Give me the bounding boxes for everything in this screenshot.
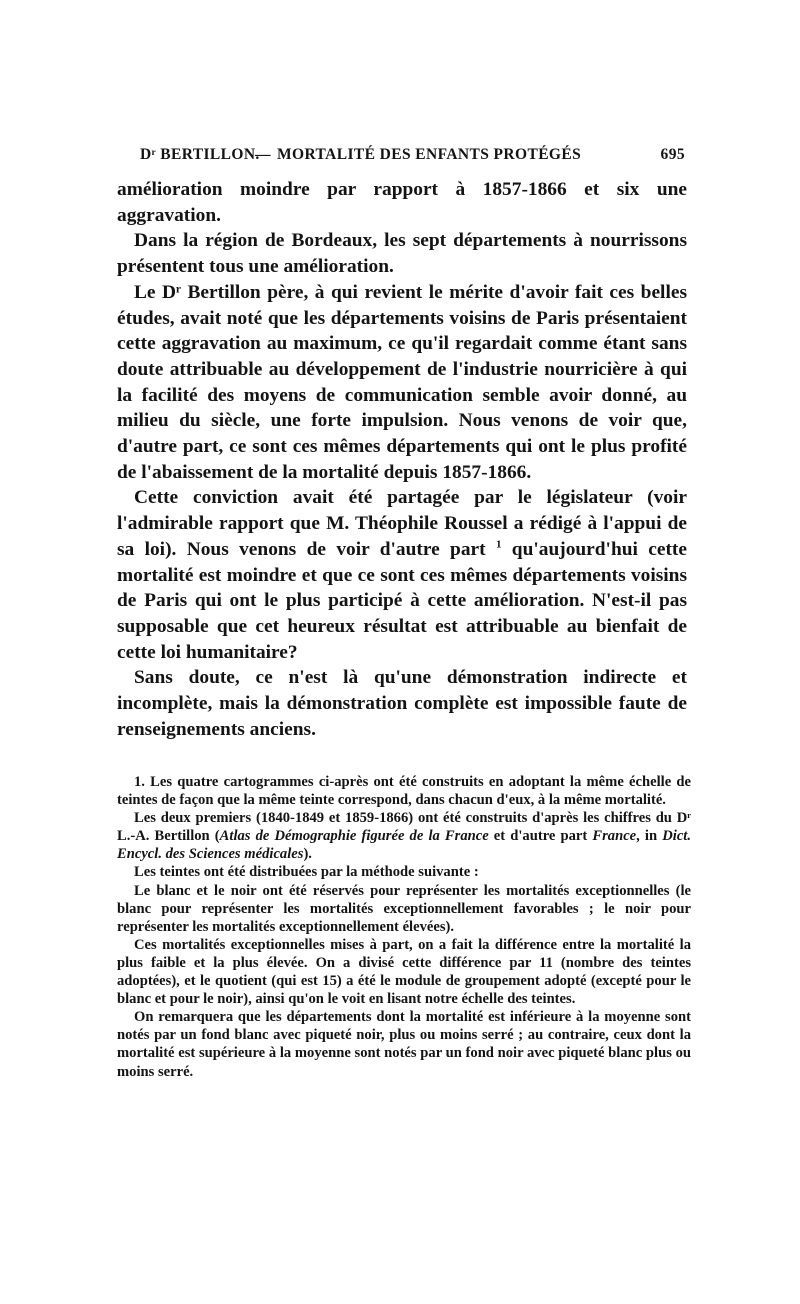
running-header bbox=[117, 146, 685, 170]
page-number: 695 bbox=[660, 146, 685, 163]
footnote-sources-a: Les deux premiers (1840-1849 et 1859-1866) ont été construits d'après les chiffres du Dʳ L.-A. Bertillon ( bbox=[117, 810, 691, 845]
paragraph-legislateur-text-b: qu'aujourd'hui cette mortalité est moindre et que ce sont ces mêmes départements voisins de Paris qui ont le plus participé à cette amélioration. N'est-il pas supposable que cet heureux résultat est attribuable au bienfait de cette loi humanitaire? bbox=[117, 538, 687, 663]
footnotes bbox=[117, 773, 691, 1081]
paragraph-bordeaux: Dans la région de Bordeaux, les sept départements à nourrissons présentent tous une amélioration. bbox=[117, 230, 687, 278]
footnote-sources-d: ). bbox=[303, 846, 312, 863]
footnote-dict-title: Dict. Encycl. des Sciences médicales bbox=[117, 828, 691, 863]
main-text bbox=[117, 177, 687, 742]
footnote-sources-c: , in bbox=[636, 828, 663, 845]
paragraph-conclusion: Sans doute, ce n'est là qu'une démonstration indirecte et incomplète, mais la démonstration complète est impossible faute de renseignements anciens. bbox=[117, 667, 687, 740]
header-dash: — bbox=[255, 146, 271, 163]
paragraph-legislateur-text-a: Cette conviction avait été partagée par le législateur (voir l'admirable rapport que M. Théophile Roussel a rédigé à l'appui de sa loi). Nous venons de voir d'autre part bbox=[117, 487, 687, 560]
paragraph-legislateur bbox=[117, 485, 687, 665]
footnote-france-title: France bbox=[592, 828, 637, 845]
footnote-1: 1. Les quatre cartogrammes ci-après ont été construits en adoptant la même échelle de teintes de façon que la même teinte correspond, dans chacun d'eux, à la même mortalité. bbox=[117, 774, 691, 809]
footnote-piquete: On remarquera que les départements dont la mortalité est inférieure à la moyenne sont notés par un fond blanc avec piqueté noir, plus ou moins serré ; au contraire, ceux dont la mortalité est supérieure à la moyenne sont notés par un fond noir avec piqueté blanc plus ou moins serré. bbox=[117, 1009, 691, 1080]
paragraph-continuation: amélioration moindre par rapport à 1857-1866 et six une aggravation. bbox=[117, 179, 687, 226]
footnote-atlas-title: Atlas de Démographie figurée de la France bbox=[219, 828, 489, 845]
header-author: Dʳ BERTILLON. bbox=[140, 146, 260, 163]
footnote-method: Les teintes ont été distribuées par la méthode suivante : bbox=[134, 864, 479, 881]
footnote-sources bbox=[117, 809, 691, 863]
footnote-marker: 1 bbox=[495, 538, 502, 551]
footnote-white-black: Le blanc et le noir ont été réservés pour représenter les mortalités exceptionnelles (le blanc pour représenter les mortalités exceptionnellement favorables ; le noir pour représenter les mortalités exceptionnellement élevées). bbox=[117, 882, 691, 935]
paragraph-bertillon-pere: Le Dʳ Bertillon père, à qui revient le mérite d'avoir fait ces belles études, avait noté que les départements voisins de Paris présentaient cette aggravation au maximum, ce qu'il regardait comme étant sans doute attribuable au développement de l'industrie nourricière à qui la facilité des moyens de communication semble avoir donné, au milieu du siècle, une forte impulsion. Nous venons de voir que, d'autre part, ce sont ces mêmes départements qui ont le plus profité de l'abaissement de la mortalité depuis 1857-1866. bbox=[117, 281, 687, 483]
footnote-module: Ces mortalités exceptionnelles mises à part, on a fait la différence entre la mortalité la plus faible et la plus élevée. On a divisé cette différence par 11 (nombre des teintes adoptées), et le quotient (qui est 15) a été le module de groupement adopté (excepté pour le blanc et pour le noir), ainsi qu'on le voit en lisant notre échelle des teintes. bbox=[117, 936, 691, 1008]
footnote-sources-b: et d'autre part bbox=[488, 828, 593, 845]
header-title: MORTALITÉ DES ENFANTS PROTÉGÉS bbox=[277, 146, 582, 163]
